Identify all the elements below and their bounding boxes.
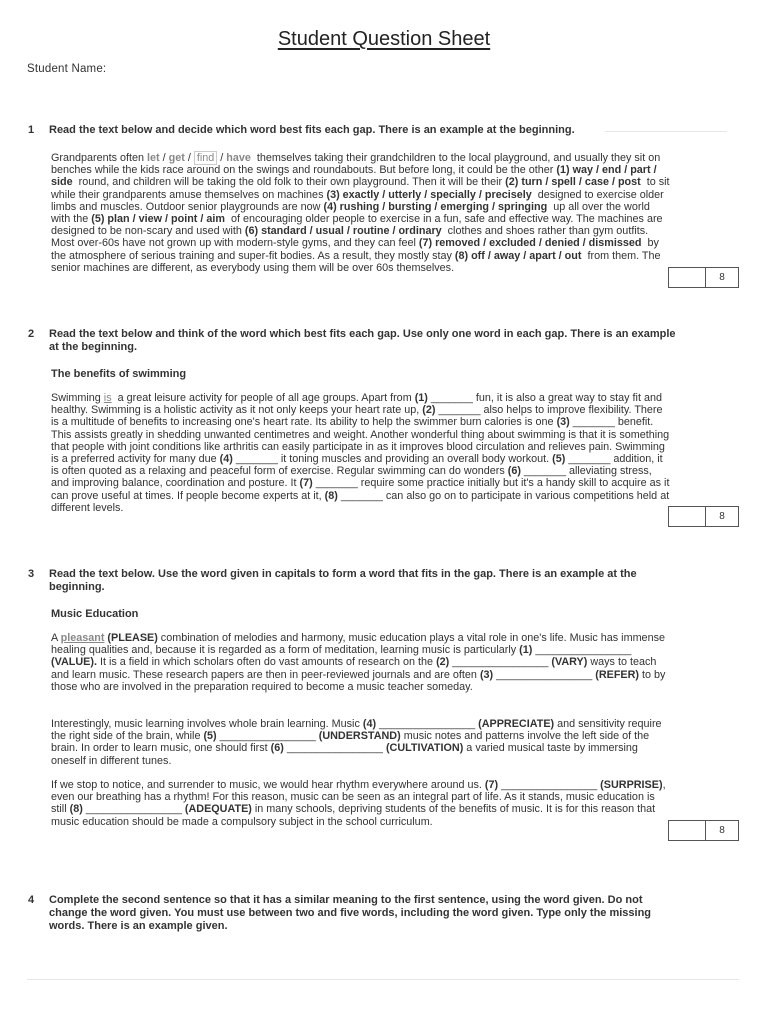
question-3-number: 3 — [28, 568, 35, 580]
question-3-subtitle: Music Education — [51, 608, 139, 620]
question-3-text-1: A pleasant (PLEASE) combination of melodies and harmony, music education plays a vital role in one's life. Music has immense healing qualities and, because it is regarded as a form of meditation, learning music is particularly (1) ________________ (VALUE). It is a field in which scholars often do vast amounts of research on the (2) ________________ (VARY) ways to teach and learn music. These research papers are then in peer-reviewed journals and are often (3) ________________ (REFER) to by those who are involved in the preparation required to become a music teacher someday. — [51, 632, 666, 693]
score-box[interactable]: 8 — [668, 506, 739, 527]
question-2-subtitle: The benefits of swimming — [51, 368, 187, 380]
question-1-instruction: Read the text below and decide which word best fits each gap. There is an example at the beginning. — [49, 124, 575, 136]
question-4-number: 4 — [28, 894, 35, 906]
question-3-text-3: If we stop to notice, and surrender to music, we would hear rhythm everywhere around us. (7) ________________ (SURPRISE), even our breathing has a rhythm! For this reason, music can be seen as an integral part of life. As it stands, music education is still (8) ________________ (ADEQUATE) in many schools, depriving students of the benefits of music. It is for this reason that music education should be made a compulsory subject in the school curriculum. — [51, 779, 666, 828]
page-title: Student Question Sheet — [277, 28, 491, 50]
divider — [27, 979, 739, 980]
student-name-label: Student Name: — [27, 63, 107, 75]
score-box[interactable]: 8 — [668, 267, 739, 288]
question-2-text: Swimming is a great leisure activity for people of all age groups. Apart from (1) _______ fun, it is also a great way to stay fit and healthy. Swimming is a holistic activity as it not only keeps your heart rate up, (2) _______ also helps to improve flexibility. There is a multitude of benefits to increasing one's heart rate. Its ability to help the swimmer burn calories is one (3) _______ benefit. This assists greatly in shedding unwanted centimetres and weight. Another wonderful thing about swimming is that it is something that people with joint conditions like arthritis can easily participate in as it improves blood circulation and relieves pain. Swimming is a preferred activity for many due (4) _______ it toning muscles and providing an overall body workout. (5) _______ addition, it is often quoted as a relaxing and peaceful form of exercise. Regular swimming can do wonders (6) _______ alleviating stress, and improving balance, coordination and posture. It (7) _______ require some practice initially but it's a handy skill to acquire as it can prove useful at times. If people become experts at it, (8) _______ can also go on to participate in various competitions held at different levels. — [51, 392, 670, 514]
divider — [605, 131, 727, 132]
question-2-instruction: Read the text below and think of the word which best fits each gap. Use only one word in each gap. There is an example at the beginning. — [49, 328, 676, 353]
question-1-text: Grandparents often let / get / find / have themselves taking their grandchildren to the local playground, and usually they sit on benches while the kids race around on the swings and roundabouts. But before long, it could be the other (1) way / end / part / side round, and children will be taking the old folk to their own playground. Then it will be their (2) turn / spell / case / post to sit while their grandparents amuse themselves on machines (3) exactly / utterly / specially / precisely designed to exercise older limbs and muscles. Outdoor senior playgrounds are now (4) rushing / bursting / emerging / springing up all over the world with the (5) plan / view / point / aim of encouraging older people to exercise in a fun, safe and effective way. The machines are designed to be non-scary and used with (6) standard / usual / routine / ordinary clothes and shoes rather than gym outfits. Most over-60s have not grown up with modern-style gyms, and they can feel (7) removed / excluded / denied / dismissed by the atmosphere of serious training and super-fit bodies. As a result, they mostly stay (8) off / away / apart / out from them. The senior machines are different, as everybody using them will be over 60s themselves. — [51, 152, 670, 274]
score-box[interactable]: 8 — [668, 820, 739, 841]
question-3-text-2: Interestingly, music learning involves whole brain learning. Music (4) ________________ (APPRECIATE) and sensitivity require the right side of the brain, while (5) ________________ (UNDERSTAND) music notes and patterns involve the left side of the brain. In order to learn music, one should first (6) ________________ (CULTIVATION) a varied musical taste by immersing oneself in different tunes. — [51, 718, 662, 767]
question-3-instruction: Read the text below. Use the word given in capitals to form a word that fits in the gap. There is an example at the beginning. — [49, 568, 637, 593]
question-1-number: 1 — [28, 124, 35, 136]
question-4-instruction: Complete the second sentence so that it has a similar meaning to the first sentence, using the word given. Do not change the word given. You must use between two and five words, including the word given. Type only the missing words. There is an example given. — [49, 894, 652, 932]
question-2-number: 2 — [28, 328, 35, 340]
